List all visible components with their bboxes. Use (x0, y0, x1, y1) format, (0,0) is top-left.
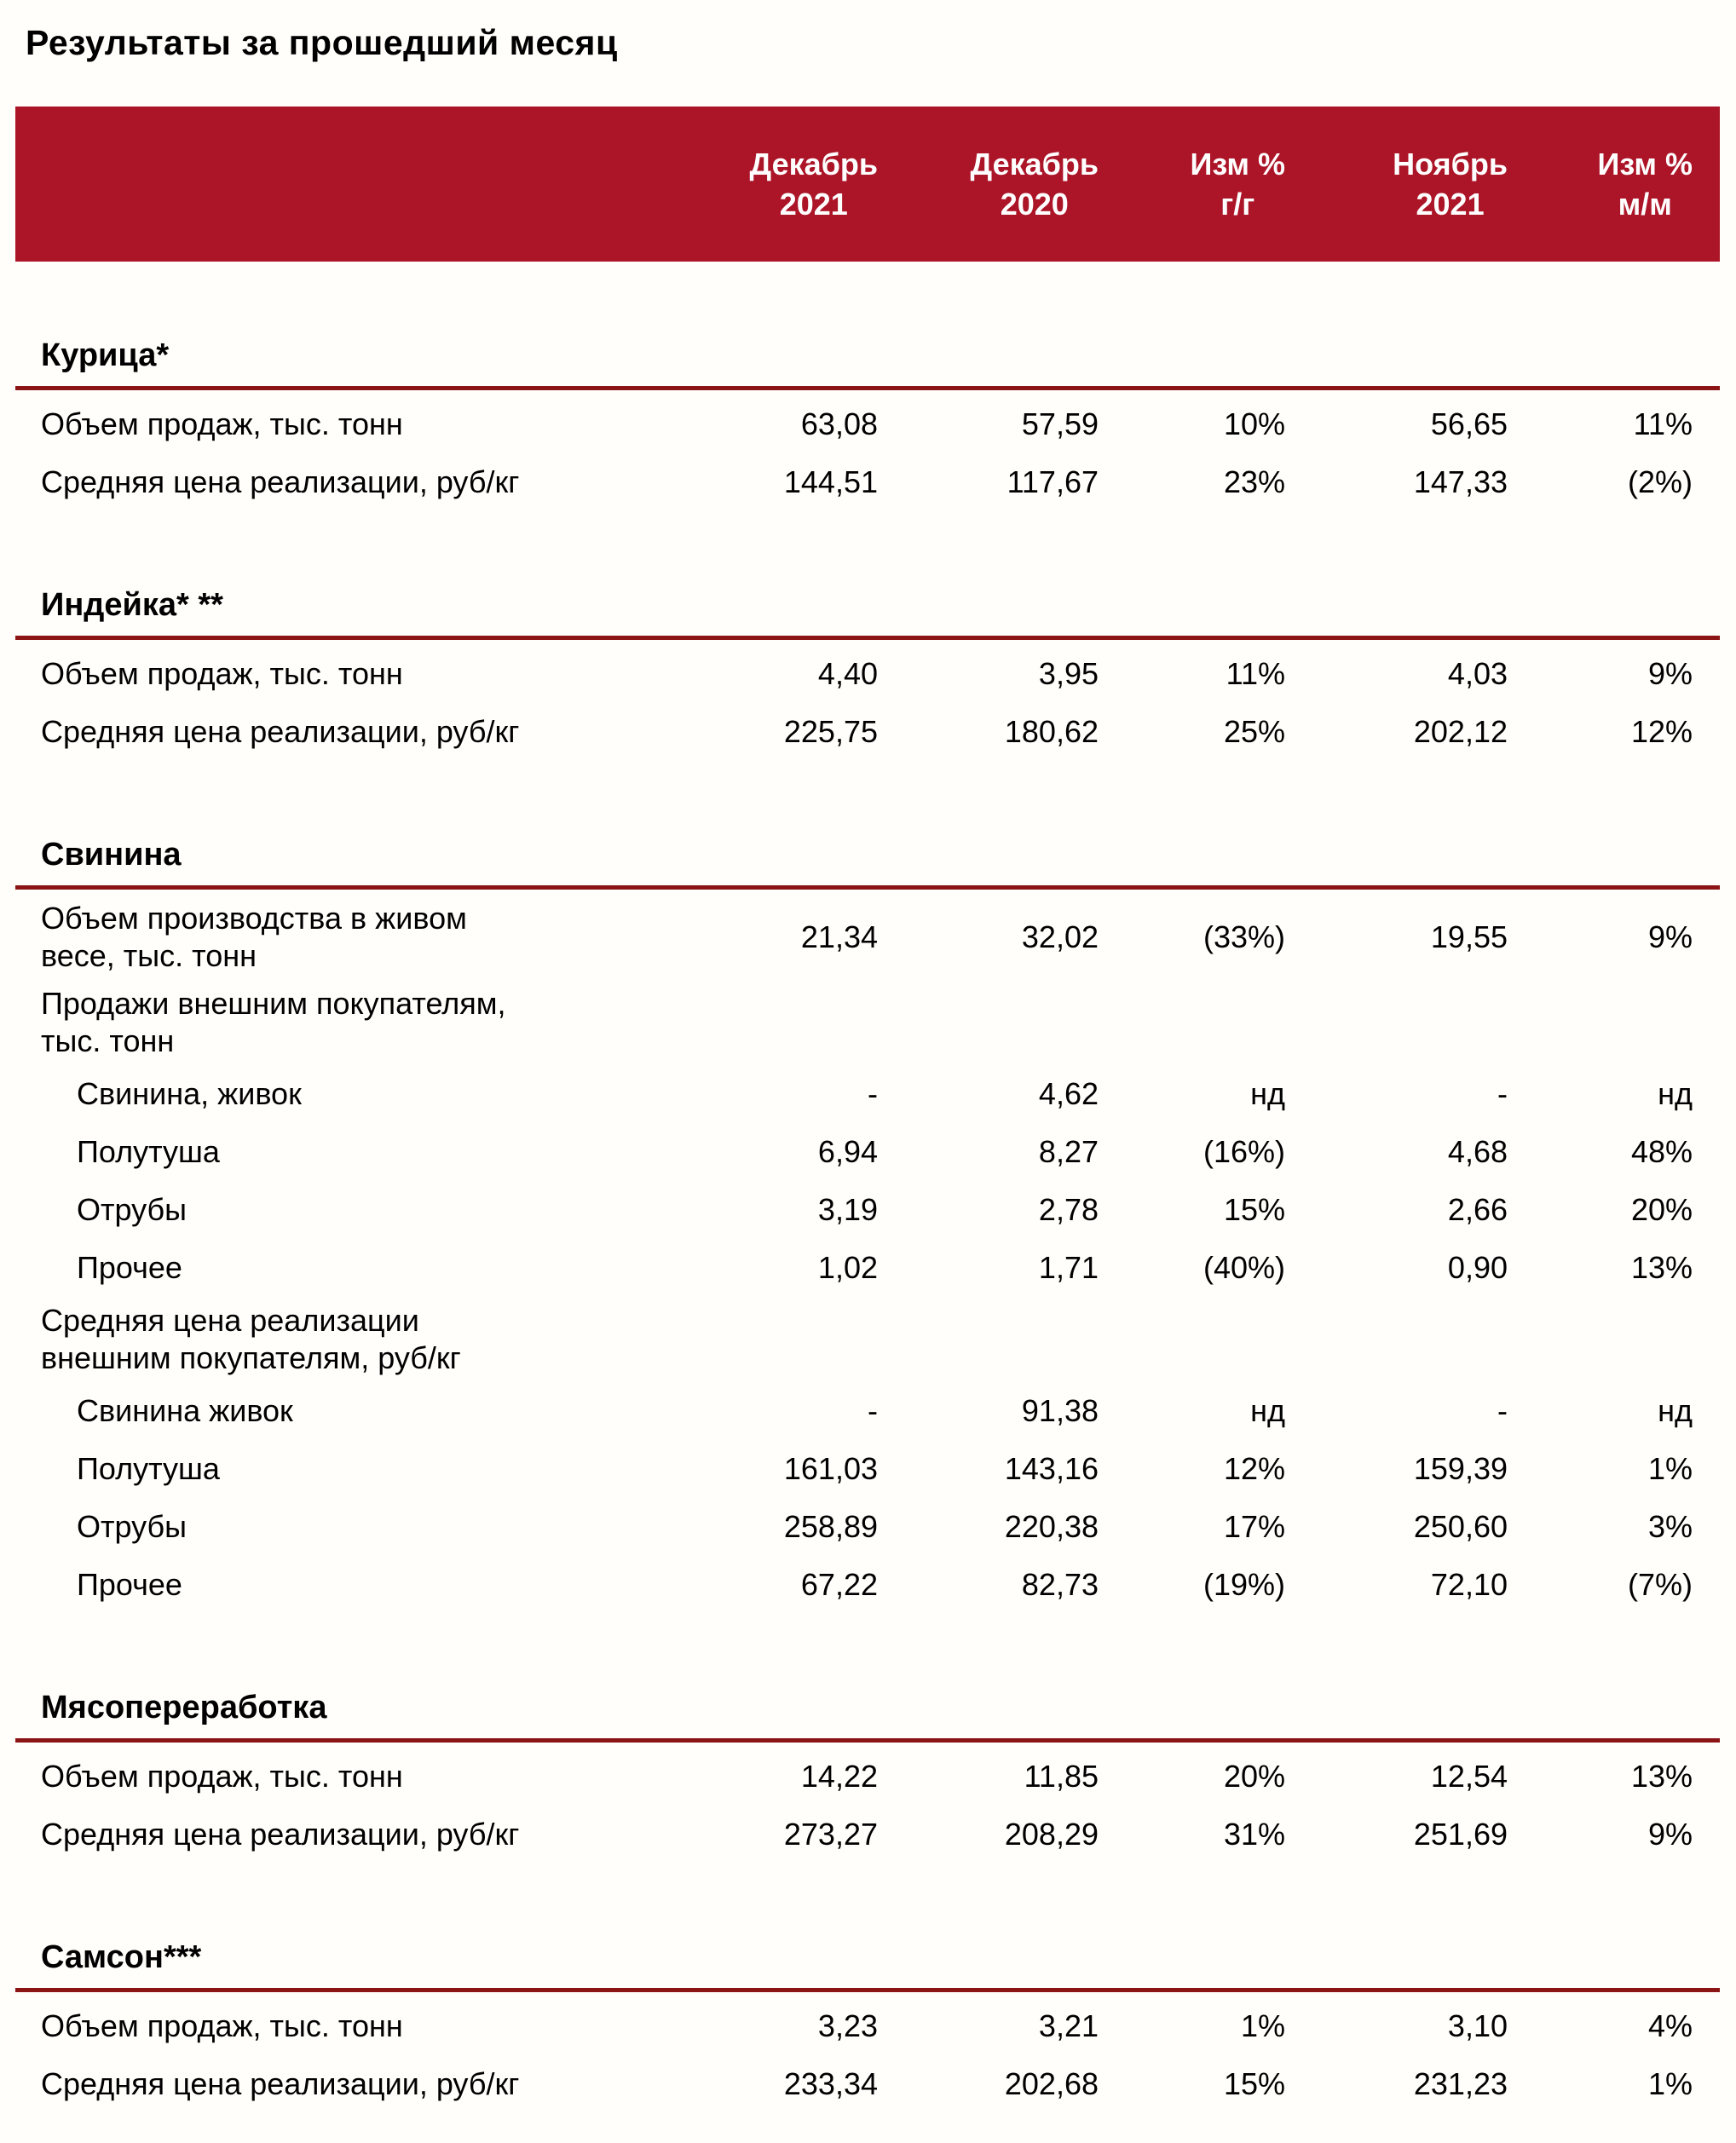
column-header-line: 2021 (779, 187, 848, 222)
section-title: Свинина (41, 837, 182, 873)
cell-value: 3,95 (1038, 656, 1099, 691)
cell-value: 32,02 (1021, 919, 1099, 954)
column-header-line: г/г (1220, 187, 1255, 222)
cell-value: 57,59 (1021, 406, 1099, 441)
cell-value: 8,27 (1038, 1134, 1099, 1169)
column-header-line: Декабрь (749, 147, 878, 181)
row-label-line: Средняя цена реализации, руб/кг (41, 714, 520, 749)
cell-value: 161,03 (783, 1451, 878, 1486)
row-label-line: внешним покупателям, руб/кг (41, 1340, 461, 1375)
row-label (15, 458, 672, 506)
column-header-chg-mom (1528, 144, 1720, 224)
column-header-line: Декабрь (970, 147, 1099, 181)
column-header-dec-2021 (672, 144, 885, 224)
cell-value: 273,27 (783, 1817, 878, 1852)
row-label-line: Средняя цена реализации, руб/кг (41, 2066, 520, 2101)
table-row (15, 1806, 1720, 1864)
cell-value: 13% (1630, 1250, 1693, 1285)
cell-value: 82,73 (1021, 1567, 1099, 1602)
table-row (15, 1556, 1720, 1614)
row-label (15, 708, 672, 756)
cell-value: 63,08 (800, 406, 878, 441)
cell-value: 2,66 (1447, 1192, 1508, 1227)
section (15, 834, 1720, 1614)
section-title: Индейка* ** (41, 587, 223, 623)
row-label-line: Отрубы (77, 1509, 187, 1544)
cell-value: 1,71 (1038, 1250, 1099, 1285)
column-header-line: Изм % (1190, 147, 1285, 181)
cell-value: 147,33 (1413, 464, 1508, 499)
cell-value: 251,69 (1413, 1817, 1508, 1852)
cell-value: 11,85 (1024, 1759, 1099, 1794)
cell-value: 9% (1647, 656, 1693, 691)
section-divider (15, 1988, 1720, 1992)
cell-value: - (1497, 1393, 1508, 1428)
cell-value: нд (1658, 1393, 1693, 1428)
cell-value: - (868, 1076, 878, 1111)
cell-value: 23% (1223, 464, 1285, 499)
table-row (15, 1181, 1720, 1239)
cell-value: 117,67 (1006, 464, 1099, 499)
cell-value: 144,51 (783, 464, 878, 499)
cell-value: (19%) (1203, 1567, 1285, 1602)
row-label (15, 1753, 672, 1800)
row-label (15, 2060, 672, 2108)
cell-value: 11% (1226, 656, 1285, 691)
section-divider (15, 885, 1720, 890)
cell-value: 72,10 (1430, 1567, 1508, 1602)
table-row (15, 1297, 1720, 1382)
cell-value: нд (1658, 1076, 1693, 1111)
section (15, 335, 1720, 511)
section-divider (15, 636, 1720, 640)
cell-value: (33%) (1203, 919, 1285, 954)
cell-value: - (1497, 1076, 1508, 1111)
table-row (15, 1123, 1720, 1181)
column-header-lines (1597, 144, 1693, 224)
cell-value: 4,62 (1038, 1076, 1099, 1111)
cell-value: 220,38 (1004, 1509, 1099, 1544)
column-header-lines (970, 144, 1099, 224)
column-header-line: Изм % (1597, 147, 1693, 181)
section (15, 1937, 1720, 2113)
cell-value: 258,89 (783, 1509, 878, 1544)
section-divider (15, 386, 1720, 390)
cell-value: 1% (1240, 2008, 1285, 2043)
table-row (15, 645, 1720, 703)
table-body (15, 335, 1720, 2113)
row-label-line: Объем продаж, тыс. тонн (41, 1759, 403, 1794)
row-label (15, 650, 672, 698)
row-label-line: Полутуша (77, 1451, 220, 1486)
cell-value: 1% (1647, 2066, 1693, 2101)
cell-value: нд (1250, 1393, 1285, 1428)
row-label-line: Полутуша (77, 1134, 220, 1169)
cell-value: (16%) (1203, 1134, 1285, 1169)
cell-value: 56,65 (1430, 406, 1508, 441)
cell-value: 2,78 (1038, 1192, 1099, 1227)
row-label (15, 1387, 672, 1435)
column-header-line: м/м (1618, 187, 1672, 222)
cell-value: 91,38 (1021, 1393, 1099, 1428)
cell-value: 143,16 (1004, 1451, 1099, 1486)
section-title: Курица* (41, 337, 170, 373)
column-header-chg-yoy (1110, 144, 1302, 224)
cell-value: 6,94 (817, 1134, 878, 1169)
row-label (15, 1811, 672, 1858)
table-row (15, 1382, 1720, 1440)
cell-value: 20% (1630, 1192, 1693, 1227)
row-label (15, 1186, 672, 1234)
section-title: Мясопереработка (41, 1690, 327, 1725)
cell-value: 0,90 (1447, 1250, 1508, 1285)
cell-value: 233,34 (783, 2066, 878, 2101)
cell-value: (2%) (1627, 464, 1693, 499)
cell-value: 4,03 (1447, 656, 1508, 691)
table-row (15, 1239, 1720, 1297)
cell-value: 12% (1223, 1451, 1285, 1486)
table-row (15, 2055, 1720, 2113)
column-header-lines (1393, 144, 1508, 224)
cell-value: 11% (1633, 406, 1693, 441)
cell-value: 202,12 (1413, 714, 1508, 749)
row-label (15, 1445, 672, 1493)
cell-value: 10% (1223, 406, 1285, 441)
column-header-nov-2021 (1302, 144, 1528, 224)
table-header-row (15, 107, 1720, 262)
cell-value: 202,68 (1004, 2066, 1099, 2101)
row-label (15, 2002, 672, 2050)
row-label-line: Средняя цена реализации (41, 1303, 419, 1338)
cell-value: 9% (1647, 1817, 1693, 1852)
cell-value: (40%) (1203, 1250, 1285, 1285)
table-row (15, 1065, 1720, 1123)
column-header-line: 2021 (1416, 187, 1485, 222)
results-table (15, 107, 1720, 2113)
row-label-line: весе, тыс. тонн (41, 938, 257, 973)
row-label-line: Объем производства в живом (41, 901, 467, 936)
table-row (15, 395, 1720, 453)
row-label (15, 1070, 672, 1118)
cell-value: 225,75 (783, 714, 878, 749)
table-row (15, 453, 1720, 511)
cell-value: 15% (1223, 1192, 1285, 1227)
cell-value: 3,10 (1447, 2008, 1508, 2043)
row-label-line: Средняя цена реализации, руб/кг (41, 1817, 520, 1852)
cell-value: нд (1250, 1076, 1285, 1111)
cell-value: 17% (1223, 1509, 1285, 1544)
table-row (15, 1748, 1720, 1806)
row-label-line: Объем продаж, тыс. тонн (41, 656, 403, 691)
cell-value: 15% (1223, 2066, 1285, 2101)
row-label (15, 1297, 672, 1382)
row-label (15, 400, 672, 448)
row-label-line: Объем продаж, тыс. тонн (41, 2008, 403, 2043)
table-row (15, 1997, 1720, 2055)
table-row (15, 895, 1720, 980)
cell-value: 4,68 (1447, 1134, 1508, 1169)
cell-value: 9% (1647, 919, 1693, 954)
row-label-line: Продажи внешним покупателям, (41, 986, 506, 1021)
cell-value: 19,55 (1430, 919, 1508, 954)
cell-value: 21,34 (800, 919, 878, 954)
row-label-line: Средняя цена реализации, руб/кг (41, 464, 520, 499)
cell-value: 159,39 (1413, 1451, 1508, 1486)
cell-value: 67,22 (800, 1567, 878, 1602)
row-label-line: Свинина, живок (77, 1076, 302, 1111)
row-label (15, 895, 672, 980)
row-label-line: тыс. тонн (41, 1023, 175, 1058)
row-label (15, 1561, 672, 1609)
section-divider (15, 1738, 1720, 1743)
row-label-line: Прочее (77, 1250, 182, 1285)
row-label (15, 1503, 672, 1551)
row-label-line: Объем продаж, тыс. тонн (41, 406, 403, 441)
page-title: Результаты за прошедший месяц (26, 23, 618, 62)
cell-value: 31% (1223, 1817, 1285, 1852)
column-header-line: 2020 (1000, 187, 1069, 222)
cell-value: 13% (1630, 1759, 1693, 1794)
cell-value: 180,62 (1004, 714, 1099, 749)
cell-value: 25% (1223, 714, 1285, 749)
table-row (15, 1440, 1720, 1498)
column-header-dec-2020 (885, 144, 1110, 224)
cell-value: 14,22 (800, 1759, 878, 1794)
table-row (15, 980, 1720, 1065)
cell-value: 12% (1630, 714, 1693, 749)
table-row (15, 1498, 1720, 1556)
cell-value: 208,29 (1004, 1817, 1099, 1852)
cell-value: 4% (1647, 2008, 1693, 2043)
row-label (15, 1244, 672, 1292)
section (15, 585, 1720, 761)
cell-value: - (868, 1393, 878, 1428)
cell-value: 4,40 (817, 656, 878, 691)
cell-value: 48% (1630, 1134, 1693, 1169)
cell-value: 250,60 (1413, 1509, 1508, 1544)
cell-value: 1,02 (817, 1250, 878, 1285)
cell-value: 3,23 (817, 2008, 878, 2043)
cell-value: (7%) (1627, 1567, 1693, 1602)
cell-value: 1% (1647, 1451, 1693, 1486)
row-label-line: Прочее (77, 1567, 182, 1602)
cell-value: 12,54 (1430, 1759, 1508, 1794)
section (15, 1687, 1720, 1864)
row-label-line: Отрубы (77, 1192, 187, 1227)
row-label (15, 1128, 672, 1176)
cell-value: 3,19 (817, 1192, 878, 1227)
column-header-lines (1190, 144, 1285, 224)
section-title: Самсон*** (41, 1939, 202, 1975)
table-row (15, 703, 1720, 761)
column-header-line: Ноябрь (1393, 147, 1508, 181)
cell-value: 20% (1223, 1759, 1285, 1794)
column-header-lines (749, 144, 878, 224)
cell-value: 3% (1647, 1509, 1693, 1544)
cell-value: 231,23 (1413, 2066, 1508, 2101)
row-label (15, 980, 672, 1065)
row-label-line: Свинина живок (77, 1393, 293, 1428)
cell-value: 3,21 (1038, 2008, 1099, 2043)
